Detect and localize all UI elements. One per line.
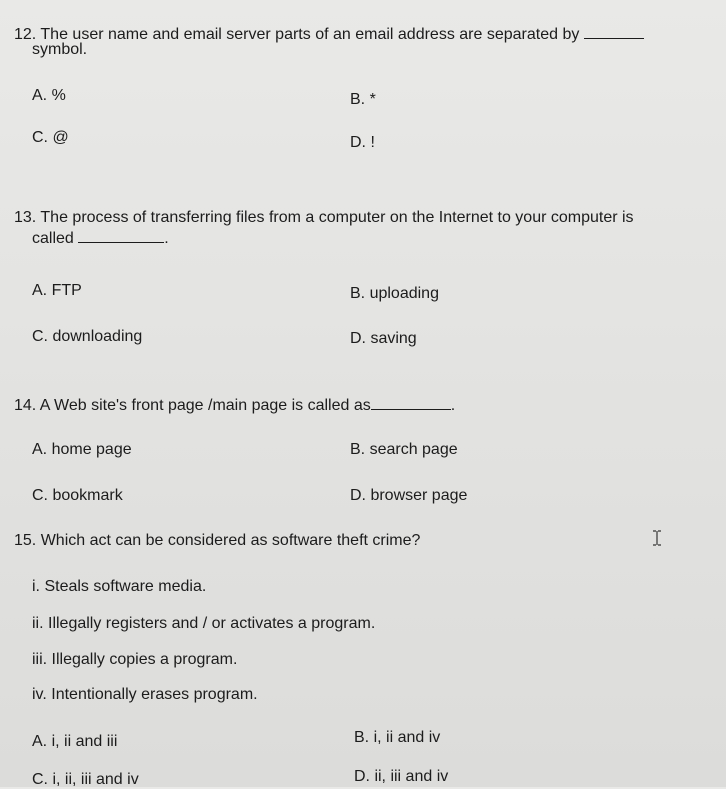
question-14-line1-pre: 14. A Web site's front page /main page is called as [14,397,371,414]
q13-option-c: C. downloading [32,328,143,345]
question-14-text [14,395,455,415]
question-14-line1-post: . [450,397,456,414]
question-15-text: 15. Which act can be considered as software theft crime? [14,532,421,549]
question-12-line1: 12. The user name and email server parts of an email address are separated by [14,26,580,43]
q15-option-b: B. i, ii and iv [354,729,441,746]
q12-option-d: D. ! [350,134,375,151]
i-beam-cursor-icon [652,530,662,546]
q15-item-i: i. Steals software media. [32,578,207,595]
answer-blank [78,228,164,243]
answer-blank [371,395,451,410]
q12-option-c: C. @ [32,129,69,146]
question-12-text [14,24,644,44]
q12-option-a: A. % [32,87,66,104]
q15-item-iv: iv. Intentionally erases program. [32,686,258,703]
q14-option-b: B. search page [350,441,458,458]
question-13-line2-pre: called [32,230,74,247]
q15-option-c: C. i, ii, iii and iv [32,771,139,788]
question-13-line2 [32,228,169,248]
q15-item-ii: ii. Illegally registers and / or activates a program. [32,615,376,632]
q15-option-d: D. ii, iii and iv [354,768,449,785]
question-13-line1: 13. The process of transferring files from a computer on the Internet to your computer is [14,209,634,226]
q15-item-iii: iii. Illegally copies a program. [32,651,238,668]
question-12-line2: symbol. [32,41,88,58]
q12-option-b: B. * [350,91,376,108]
q15-option-a: A. i, ii and iii [32,733,118,750]
q13-option-a: A. FTP [32,282,82,299]
q14-option-c: C. bookmark [32,487,123,504]
q14-option-a: A. home page [32,441,132,458]
q13-option-b: B. uploading [350,285,439,302]
question-13-line2-post: . [164,230,169,247]
q14-option-d: D. browser page [350,487,468,504]
answer-blank [584,24,644,39]
q13-option-d: D. saving [350,330,417,347]
